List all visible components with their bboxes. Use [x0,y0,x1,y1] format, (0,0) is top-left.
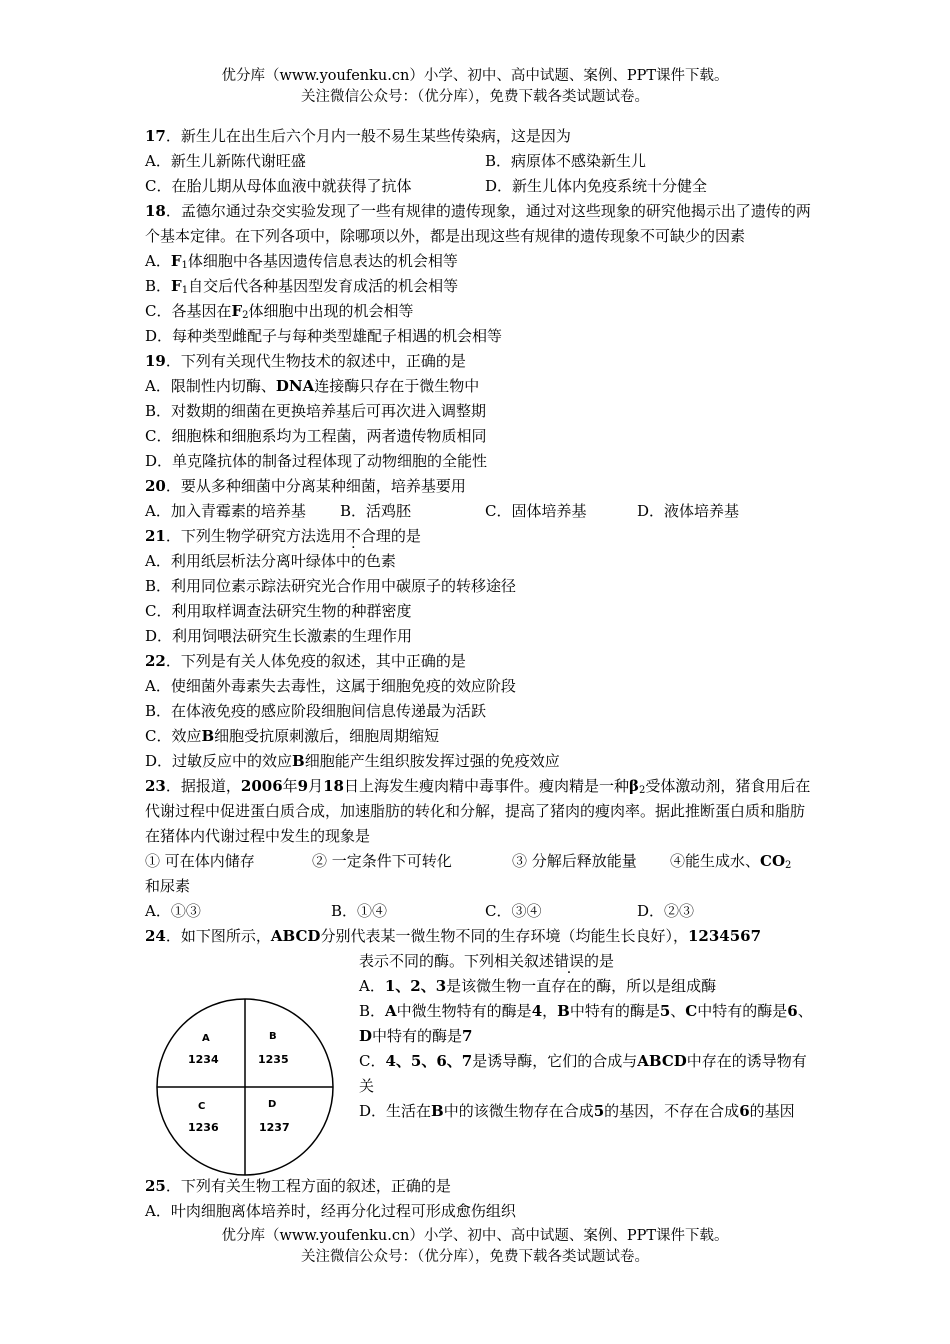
question-stem: ．要从多种细菌中分离某种细菌，培养基要用 [165,477,466,495]
question-number: 19 [145,352,166,370]
question-stem: ．下列有关生物工程方面的叙述，正确的是 [165,1177,451,1195]
question-19 [145,349,813,474]
emphasis-dot: 错误 [554,952,585,970]
header-line-1: 优分库（www.youfenku.cn）小学、初中、高中试题、案例、PPT课件下载。 [221,68,729,84]
question-stem: ．孟德尔通过杂交实验发现了一些有规律的遗传现象，通过对这些现象的研究他揭示出了遗传的两个基本定律。在下列各项中，除哪项以外，都是出现这些有规律的遗传现象不可缺少的因素 [145,202,811,245]
option-b: B．病原体不感染新生儿 [485,152,647,170]
option-b: B．利用同位素示踪法研究光合作用中碳原子的转移途径 [145,577,517,595]
question-number: 20 [145,477,166,495]
question-number: 24 [145,927,166,945]
statement-1: ① 可在体内储存 [145,852,255,870]
quadrant-c-enzymes: 1236 [188,1121,219,1134]
option-c: C．在胎儿期从母体血液中就获得了抗体 [145,177,412,195]
question-stem: 24．如下图所示，ABCD分别代表某一微生物不同的生存环境（均能生长良好），1234567 [145,927,762,945]
option-a: A．①③ [145,902,201,920]
question-21 [145,524,813,649]
question-number: 18 [145,202,166,220]
option-d: D．利用饲喂法研究生长激素的生理作用 [145,627,413,645]
question-20 [145,474,813,524]
option-b: B．①④ [331,902,388,920]
question-number: 25 [145,1177,166,1195]
option-a: A．1、2、3是该微生物一直存在的酶，所以是组成酶 [359,977,717,995]
option-a: A．限制性内切酶、DNA连接酶只存在于微生物中 [145,377,480,395]
option-a: A．使细菌外毒素失去毒性，这属于细胞免疫的效应阶段 [145,677,516,695]
quadrant-a-label: A [202,1033,210,1044]
question-stem: ．下列是有关人体免疫的叙述，其中正确的是 [165,652,466,670]
option-d: D．新生儿体内免疫系统十分健全 [485,177,708,195]
option-b: B．在体液免疫的感应阶段细胞间信息传递最为活跃 [145,702,487,720]
option-d: D．生活在B中的该微生物存在合成5的基因，不存在合成6的基因 [359,1102,795,1120]
quadrant-a-enzymes: 1234 [188,1053,219,1066]
option-a: A．利用纸层析法分离叶绿体中的色素 [145,552,396,570]
option-a: A．叶肉细胞离体培养时，经再分化过程可形成愈伤组织 [145,1202,516,1220]
question-number: 21 [145,527,166,545]
question-number: 22 [145,652,166,670]
option-b: B．$F_1$自交后代各种基因型发育成活的机会相等 [145,277,459,296]
question-stem: ．下列有关现代生物技术的叙述中，正确的是 [165,352,466,370]
header-line-2: 关注微信公众号：（优分库），免费下载各类试题试卷。 [301,89,649,105]
option-d: D．过敏反应中的效应B细胞能产生组织胺发挥过强的免疫效应 [145,752,560,770]
question-stem: ．新生儿在出生后六个月内一般不易生某些传染病，这是因为 [165,127,571,145]
quadrant-d-label: D [268,1099,277,1110]
footer-line-2: 关注微信公众号：（优分库），免费下载各类试题试卷。 [301,1249,649,1265]
question-stem: ．下列生物学研究方法选用不合理的是 [165,527,421,545]
question-24 [145,924,813,1174]
environment-circle-diagram [155,997,335,1177]
quadrant-b-label: B [269,1031,277,1042]
option-c: C．利用取样调查法研究生物的种群密度 [145,602,412,620]
option-a: A．加入青霉素的培养基 [145,502,306,520]
option-a: A．新生儿新陈代谢旺盛 [145,152,306,170]
statement-4: ④能生成水、$CO_2$ [670,852,792,871]
question-stem-continued: 表示不同的酶。下列相关叙述错误的是 [359,952,615,970]
statement-2: ② 一定条件下可转化 [312,852,452,870]
footer-line-1: 优分库（www.youfenku.cn）小学、初中、高中试题、案例、PPT课件下载。 [221,1228,729,1244]
question-17 [145,124,813,199]
option-d: D．单克隆抗体的制备过程体现了动物细胞的全能性 [145,452,488,470]
quadrant-c-label: C [198,1101,206,1112]
option-d: D．液体培养基 [637,502,740,520]
page-header [0,66,950,108]
option-c: C．③④ [485,902,542,920]
option-d: D．每种类型雌配子与每种类型雄配子相遇的机会相等 [145,327,503,345]
exam-content [145,124,813,1224]
quadrant-b-enzymes: 1235 [258,1053,289,1066]
option-b: B．A中微生物特有的酶是4，B中特有的酶是5、C中特有的酶是6、D中特有的酶是7 [359,1002,813,1045]
option-b: B．活鸡胚 [340,502,412,520]
emphasis-dot: 不 [345,527,361,545]
option-c: C．各基因在$F_2$体细胞中出现的机会相等 [145,302,414,321]
option-b: B．对数期的细菌在更换培养基后可再次进入调整期 [145,402,487,420]
option-c: C．效应B细胞受抗原刺激后，细胞周期缩短 [145,727,440,745]
option-a: A．$F_1$体细胞中各基因遗传信息表达的机会相等 [145,252,458,271]
page-footer [0,1226,950,1268]
question-23 [145,774,813,924]
option-c: C．4、5、6、7是诱导酶，它们的合成与ABCD中存在的诱导物有关 [359,1052,807,1095]
question-22 [145,649,813,774]
statement-4-continued: 和尿素 [145,877,191,895]
question-stem: 23．据报道，2006年9月18日上海发生瘦肉精中毒事件。瘦肉精是一种$\beta_2$受体激动剂，猪食用后在代谢过程中促进蛋白质合成，加速脂肪的转化和分解，提高了猪肉的瘦肉率。据此推断蛋白质和脂肪在猪体内代谢过程中发生的现象是 [145,777,811,845]
question-number: 23 [145,777,166,795]
question-number: 17 [145,127,166,145]
question-25 [145,1174,813,1224]
statement-3: ③ 分解后释放能量 [512,852,637,870]
question-18 [145,199,813,349]
option-c: C．固体培养基 [485,502,587,520]
option-c: C．细胞株和细胞系均为工程菌，两者遗传物质相同 [145,427,487,445]
quadrant-d-enzymes: 1237 [259,1121,290,1134]
option-d: D．②③ [637,902,695,920]
